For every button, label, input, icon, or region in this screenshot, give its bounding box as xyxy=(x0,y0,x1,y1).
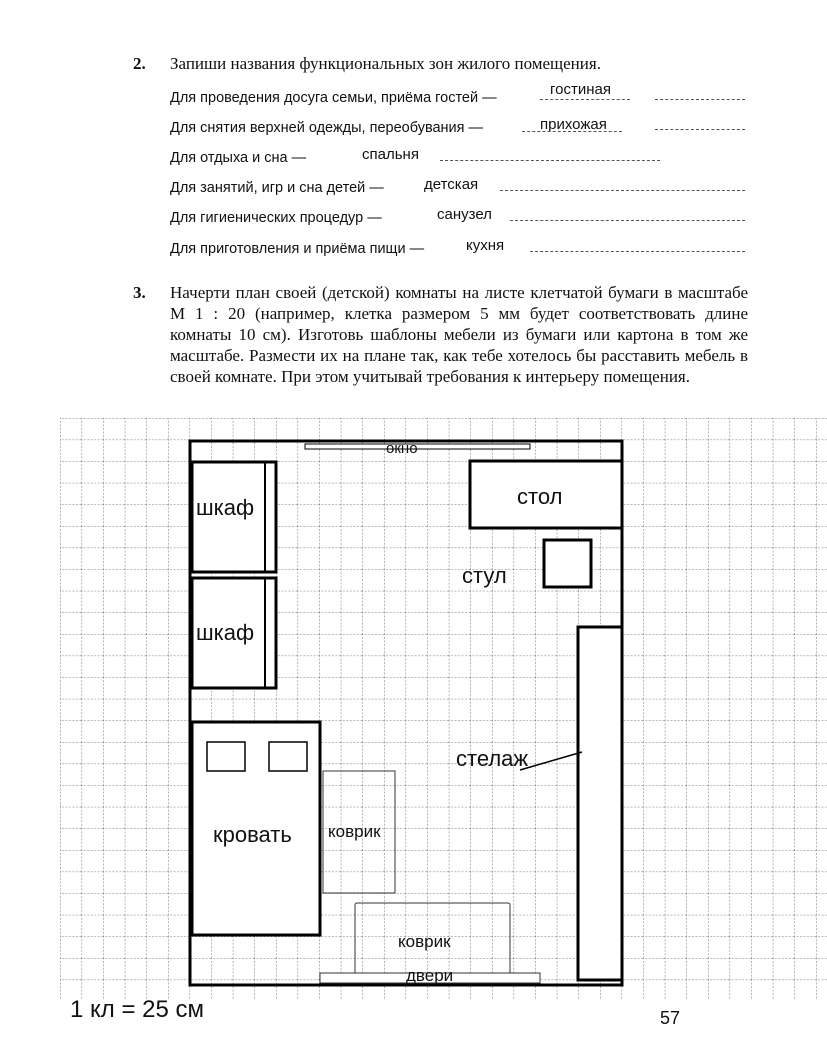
scale-note: 1 кл = 25 см xyxy=(70,996,205,1023)
chair-label: стул xyxy=(462,563,507,588)
zone-answer[interactable]: гостиная xyxy=(550,81,611,98)
zone-prompt: Для отдыха и сна — xyxy=(170,150,307,166)
zone-prompt: Для занятий, игр и сна детей — xyxy=(170,180,384,196)
task-3-number: 3. xyxy=(133,283,146,302)
zone-prompt: Для проведения досуга семьи, приёма гостей — xyxy=(170,90,497,106)
task-3-text: Начерти план своей (детской) комнаты на листе клетчатой бумаги в масштабе М 1 : 20 (например, клетка размером 5 мм будет соответствовать длине комнаты 10 см). Изготовь шаблоны мебели из бумаги или картона в том же масштабе. Размести их на плане так, как тебе хотелось бы расставить мебель в своей комнате. При этом учитывай требования к интерьеру помещения. xyxy=(170,283,748,386)
zone-answer[interactable]: кухня xyxy=(466,237,505,254)
zone-prompt: Для снятия верхней одежды, переобувания — xyxy=(170,120,484,136)
wardrobe-label: шкаф xyxy=(196,620,255,645)
door-label: двери xyxy=(406,966,454,985)
desk-label: стол xyxy=(517,484,563,509)
page-number: 57 xyxy=(660,1008,681,1028)
wardrobe-label: шкаф xyxy=(196,495,255,520)
grid-paper xyxy=(60,418,827,1000)
zone-answer[interactable]: детская xyxy=(424,176,479,193)
zone-answer[interactable]: спальня xyxy=(362,146,419,163)
shelf xyxy=(578,627,622,980)
zone-prompt: Для гигиенических процедур — xyxy=(170,210,382,226)
zone-answer[interactable]: санузел xyxy=(437,206,492,223)
zone-prompt: Для приготовления и приёма пищи — xyxy=(170,241,425,257)
rug-label: коврик xyxy=(328,822,381,841)
task-2-title: Запиши названия функциональных зон жилого помещения. xyxy=(170,54,601,73)
zone-answer[interactable]: прихожая xyxy=(540,116,607,133)
chair xyxy=(544,540,591,587)
bed-label: кровать xyxy=(213,822,292,847)
shelf-label: стелаж xyxy=(456,746,529,771)
rug-label: коврик xyxy=(398,932,451,951)
task-2-number: 2. xyxy=(133,54,146,73)
window-label: окно xyxy=(386,440,418,457)
